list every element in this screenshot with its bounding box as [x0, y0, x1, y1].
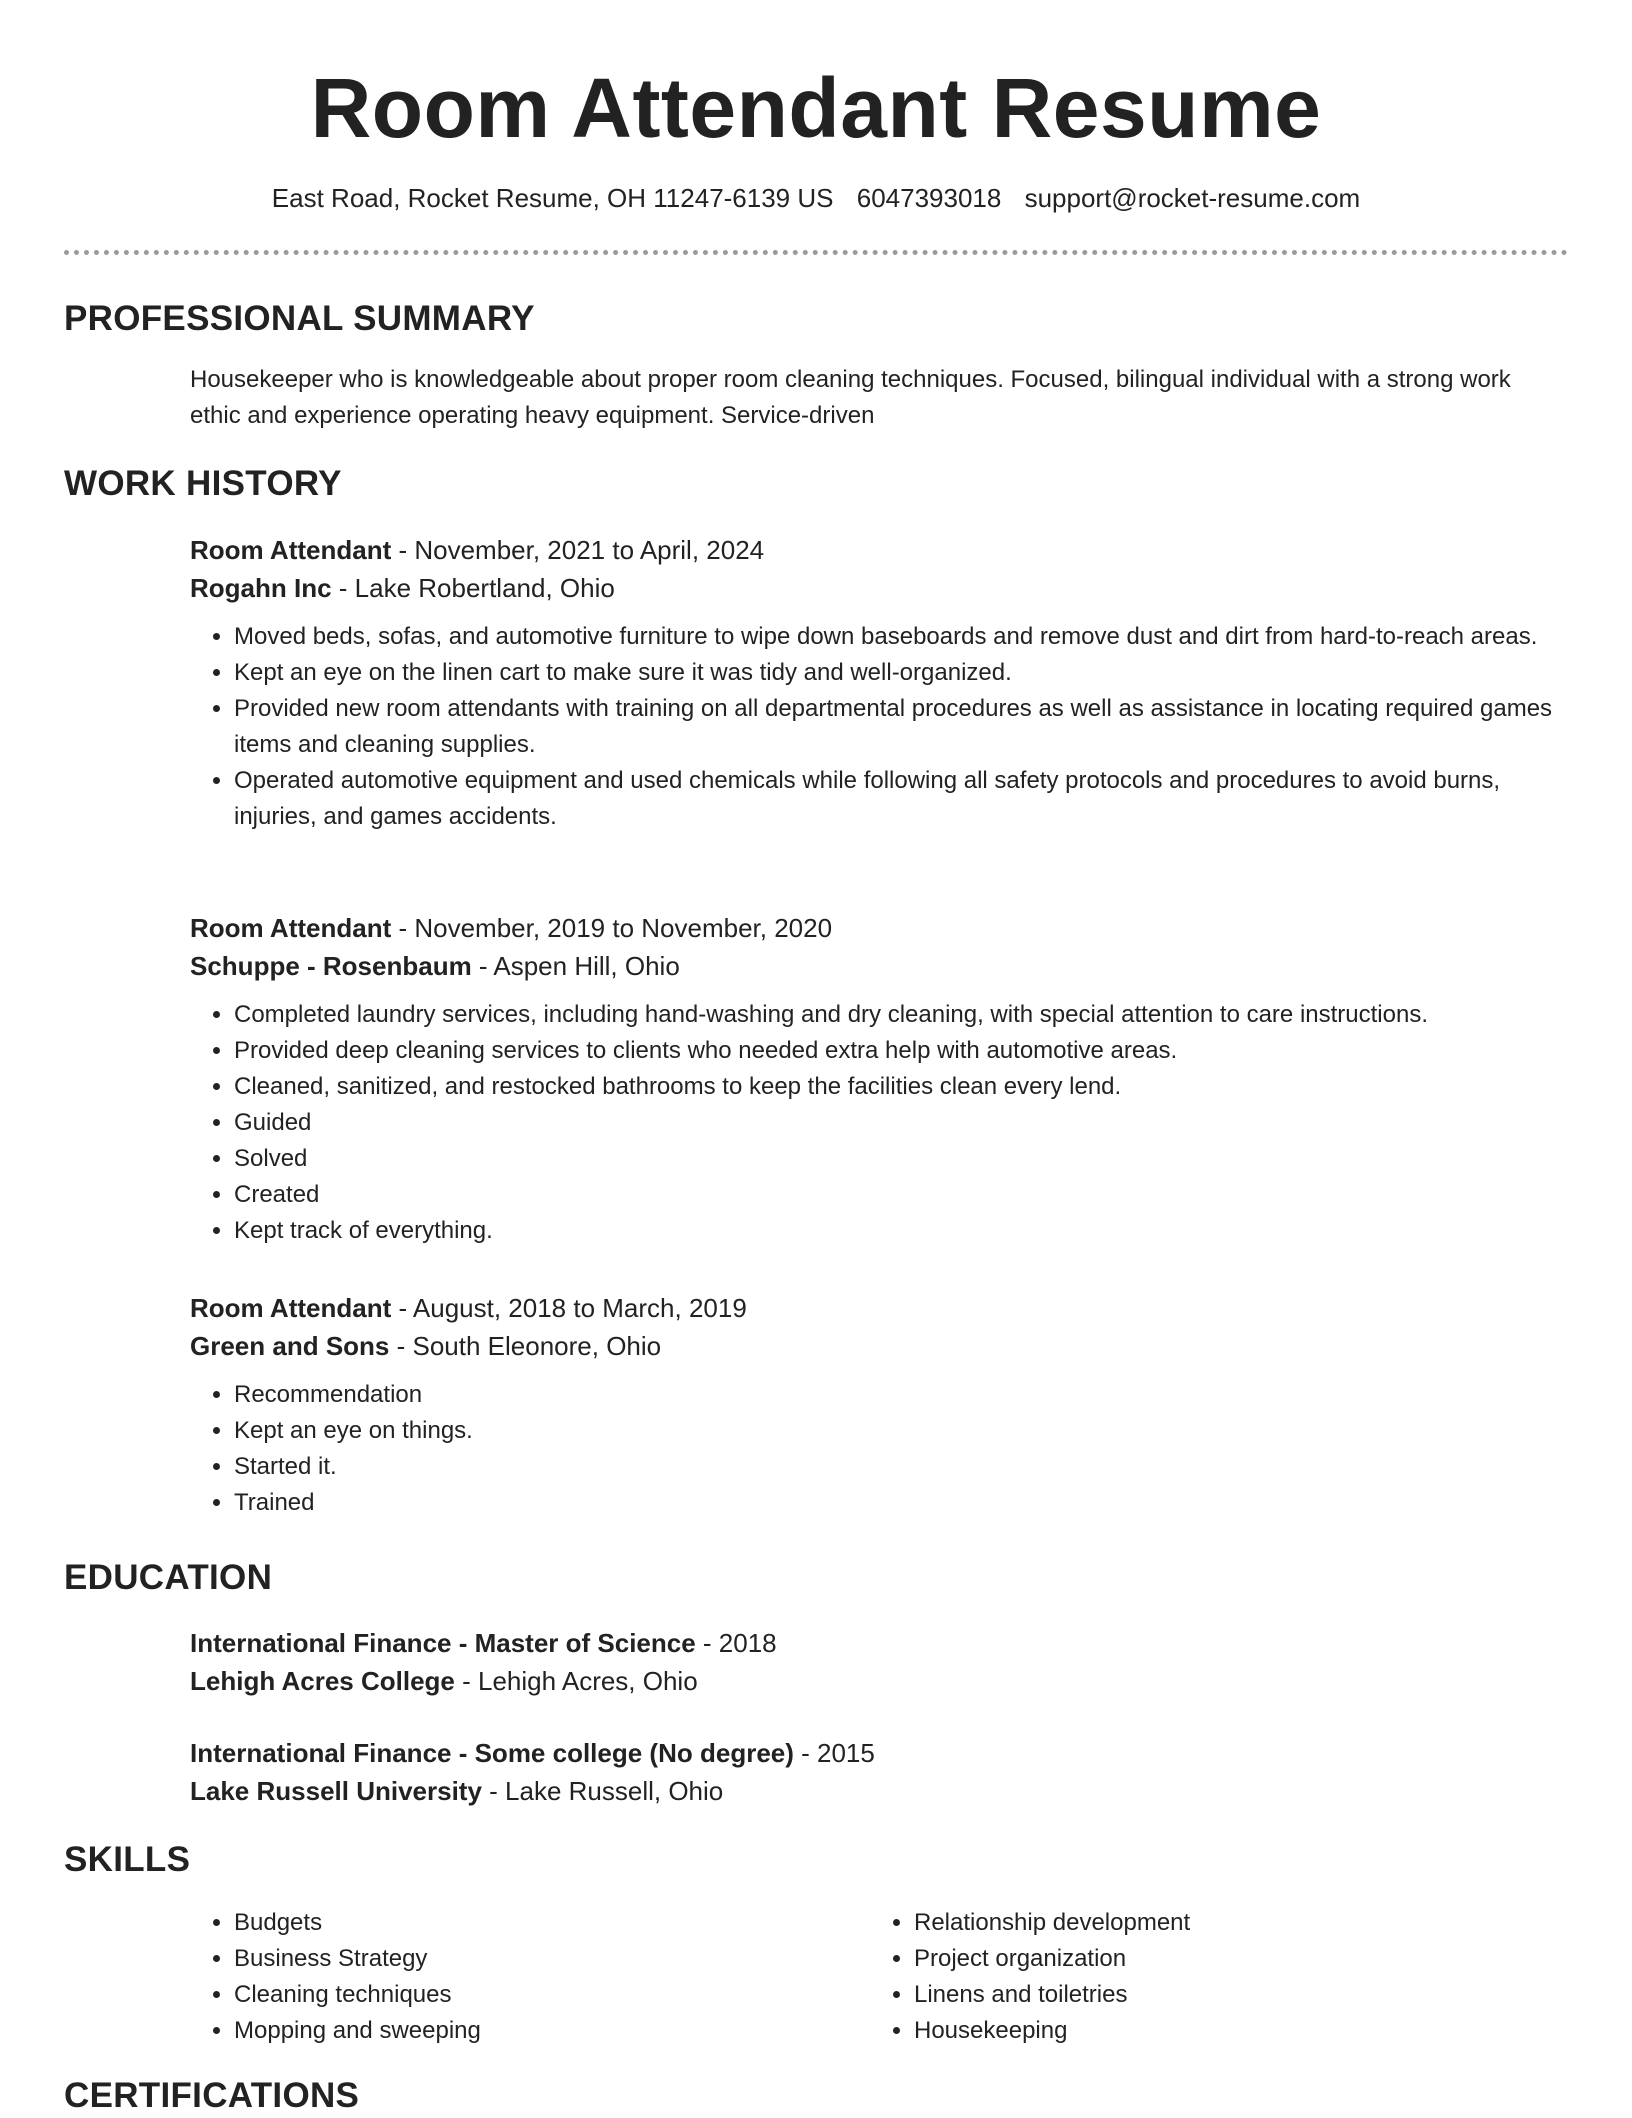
list-item: • Moved beds, sofas, and automotive furniture to wipe down baseboards and remove dust and dirt from hard-to-reach areas. [234, 619, 1568, 655]
contact-email: support@rocket-resume.com [1024, 183, 1361, 213]
work-location: - South Eleonore, Ohio [389, 1331, 662, 1361]
skill-item: • Housekeeping [914, 2013, 1514, 2049]
summary-text: Housekeeper who is knowledgeable about proper room cleaning techniques. Focused, bilingual individual with a strong work ethic and experience operating heavy equipment. Service-driven [190, 366, 1511, 429]
education-heading [190, 1734, 1568, 1772]
work-dates: - August, 2018 to March, 2019 [391, 1293, 747, 1323]
section-title-education: EDUCATION [64, 1558, 273, 1597]
list-item: • Provided deep cleaning services to clients who needed extra help with automotive areas. [234, 1033, 1568, 1069]
education-school-line [190, 1772, 1568, 1810]
skills-column-right [870, 1905, 1514, 2049]
work-dates: - November, 2021 to April, 2024 [391, 535, 765, 565]
skill-item: • Linens and toiletries [914, 1977, 1514, 2013]
contact-phone: 6047393018 [856, 183, 1002, 213]
list-item: • Completed laundry services, including hand-washing and dry cleaning, with special attention to care instructions. [234, 997, 1568, 1033]
work-dates: - November, 2019 to November, 2020 [391, 913, 833, 943]
skill-item: • Mopping and sweeping [234, 2013, 834, 2049]
education-school-line [190, 1662, 1568, 1700]
work-entry-company-line [190, 1327, 1568, 1365]
contact-line [0, 180, 1632, 216]
skill-item: • Business Strategy [234, 1941, 834, 1977]
work-entry-heading [190, 531, 1568, 569]
work-entry-company-line [190, 569, 1568, 607]
resume-title: Room Attendant Resume [310, 61, 1322, 155]
section-title-summary: PROFESSIONAL SUMMARY [64, 299, 535, 338]
header-divider [64, 250, 1568, 255]
list-item: • Guided [234, 1105, 1568, 1141]
work-entry-company-line [190, 947, 1568, 985]
contact-address: East Road, Rocket Resume, OH 11247-6139 US [271, 183, 834, 213]
list-item: • Operated automotive equipment and used chemicals while following all safety protocols and procedures to avoid burns, injuries, and games accidents. [234, 763, 1568, 835]
work-role: Room Attendant [190, 535, 392, 565]
work-bullets [190, 997, 1568, 1249]
education-degree: International Finance - Some college (No degree) [190, 1738, 794, 1768]
list-item: • Kept an eye on things. [234, 1413, 1568, 1449]
work-location: - Lake Robertland, Ohio [331, 573, 615, 603]
education-school: Lehigh Acres College [190, 1666, 455, 1696]
education-year: - 2015 [793, 1738, 875, 1768]
list-item: • Created [234, 1177, 1568, 1213]
work-bullets [190, 619, 1568, 835]
list-item: • Cleaned, sanitized, and restocked bathrooms to keep the facilities clean every lend. [234, 1069, 1568, 1105]
education-school: Lake Russell University [190, 1776, 482, 1806]
list-item: • Started it. [234, 1449, 1568, 1485]
skill-item: • Cleaning techniques [234, 1977, 834, 2013]
work-entry-3 [190, 1289, 1568, 1521]
work-company: Schuppe - Rosenbaum [190, 951, 472, 981]
work-entry-heading [190, 1289, 1568, 1327]
list-item: • Recommendation [234, 1377, 1568, 1413]
section-title-certifications: CERTIFICATIONS [64, 2076, 360, 2115]
list-item: • Kept track of everything. [234, 1213, 1568, 1249]
education-year: - 2018 [695, 1628, 777, 1658]
work-role: Room Attendant [190, 1293, 392, 1323]
education-entry-2 [190, 1734, 1568, 1810]
list-item: • Solved [234, 1141, 1568, 1177]
education-location: - Lehigh Acres, Ohio [454, 1666, 698, 1696]
work-location: - Aspen Hill, Ohio [471, 951, 680, 981]
education-entry-1 [190, 1624, 1568, 1700]
work-bullets [190, 1377, 1568, 1521]
work-role: Room Attendant [190, 913, 392, 943]
education-heading [190, 1624, 1568, 1662]
work-entry-heading [190, 909, 1568, 947]
work-entry-2 [190, 909, 1568, 1249]
list-item: • Provided new room attendants with training on all departmental procedures as well as assistance in locating required games items and cleaning supplies. [234, 691, 1568, 763]
section-title-work: WORK HISTORY [64, 464, 342, 503]
education-degree: International Finance - Master of Science [190, 1628, 696, 1658]
skill-item: • Budgets [234, 1905, 834, 1941]
section-title-skills: SKILLS [64, 1840, 191, 1879]
work-company: Rogahn Inc [190, 573, 332, 603]
list-item: • Kept an eye on the linen cart to make sure it was tidy and well-organized. [234, 655, 1568, 691]
education-location: - Lake Russell, Ohio [481, 1776, 724, 1806]
skills-column-left [190, 1905, 834, 2049]
work-entry-1 [190, 531, 1568, 835]
work-company: Green and Sons [190, 1331, 390, 1361]
skill-item: • Project organization [914, 1941, 1514, 1977]
skill-item: • Relationship development [914, 1905, 1514, 1941]
list-item: • Trained [234, 1485, 1568, 1521]
